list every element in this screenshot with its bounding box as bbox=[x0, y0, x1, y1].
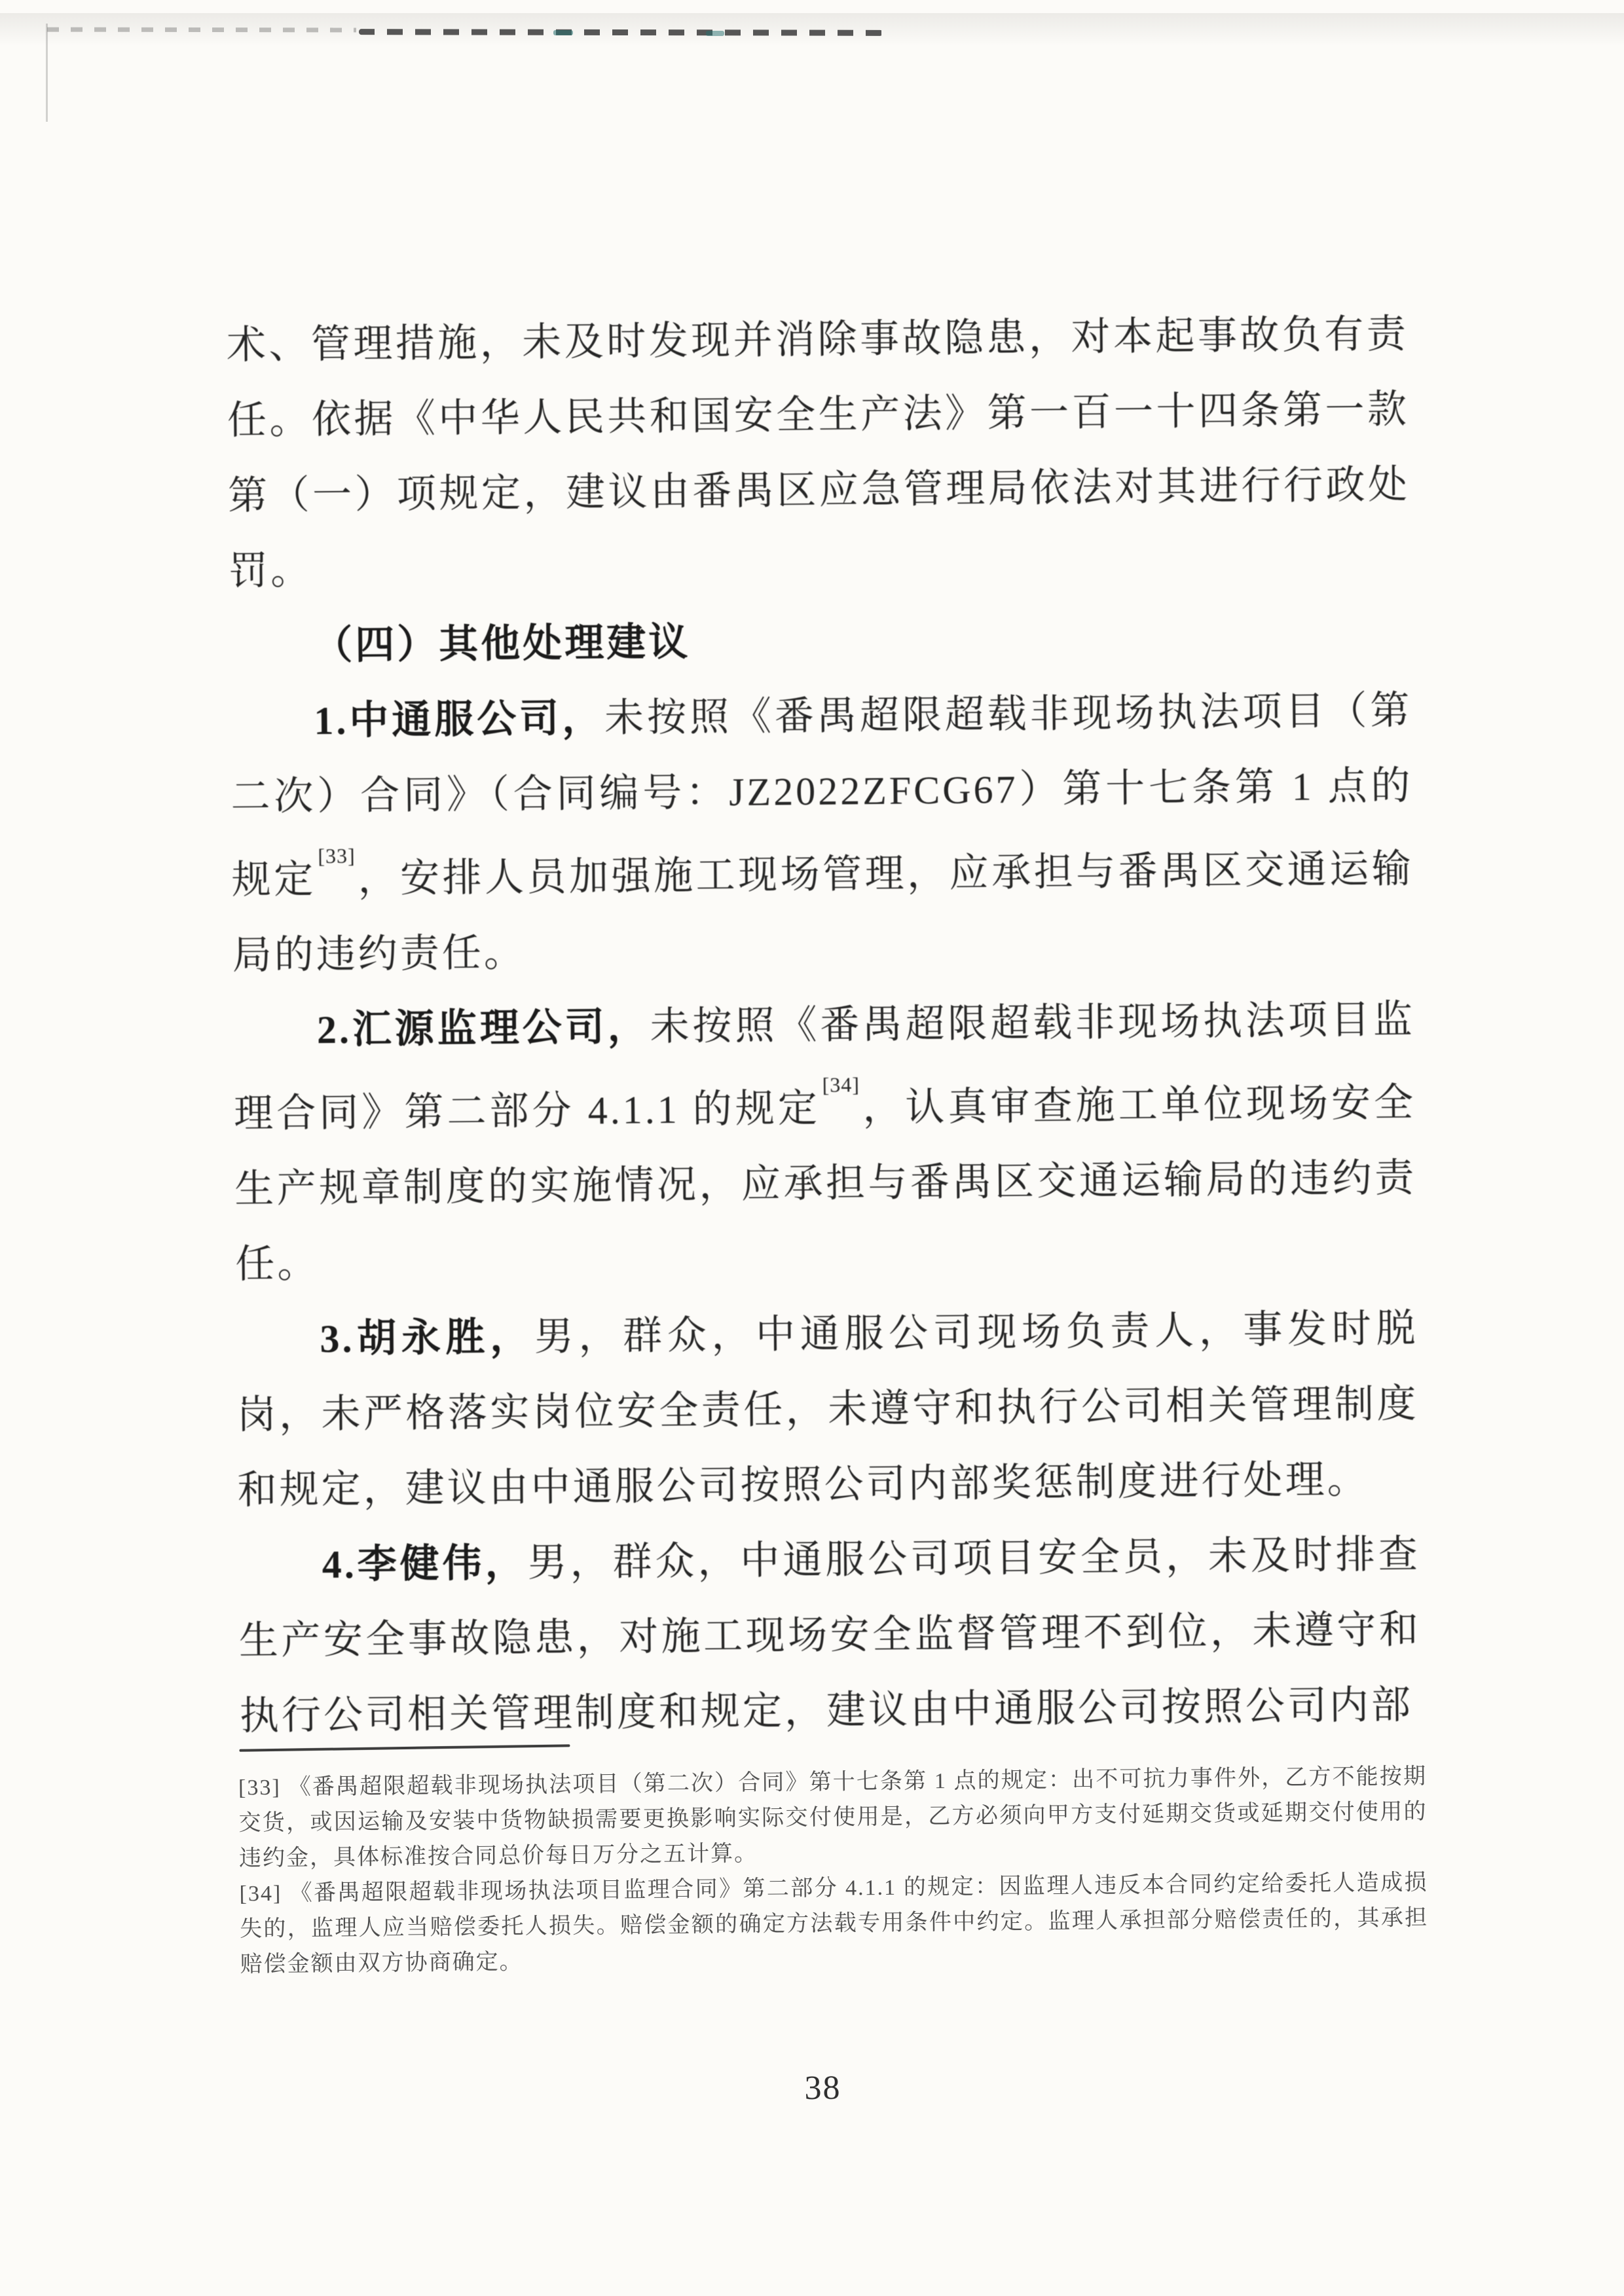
recommendation-item-4 bbox=[238, 1517, 1422, 1754]
item-lead: 1.中通服公司， bbox=[314, 697, 605, 743]
item-text: 男，群众，中通服公司项目安全员，未及时排查生产安全事故隐患，对施工现场安全监督管理不到位，未遵守和执行公司相关管理制度和规定，建议由中通服公司按照公司内部 bbox=[238, 1533, 1422, 1738]
page-number: 38 bbox=[804, 2069, 841, 2107]
item-lead: 4.李健伟， bbox=[322, 1541, 528, 1587]
item-text: ，安排人员加强施工现场管理，应承担与番禺区交通运输局的违约责任。 bbox=[232, 847, 1414, 977]
item-lead: 3.胡永胜， bbox=[320, 1315, 535, 1361]
section-heading: （四）其他处理建议 bbox=[312, 620, 691, 668]
recommendation-item-1 bbox=[230, 673, 1414, 993]
footnote-33 bbox=[238, 1759, 1428, 1876]
footnote-marker: [34] bbox=[239, 1881, 282, 1906]
item-text: 未按照《番禺超限超载非现场执法项目监理合同》第二部分 4.1.1 的规定 bbox=[233, 998, 1416, 1136]
item-text: 未按照《番禺超限超载非现场执法项目（第二次）合同》（合同编号：JZ2022ZFCG67）第十七条第 1 点的规定 bbox=[231, 689, 1413, 902]
footnote-text: 《番禺超限超载非现场执法项目（第二次）合同》第十七条第 1 点的规定：出不可抗力事件外，乙方不能按期交货，或因运输及安装中货物缺损需要更换影响实际交付使用是，乙方必须向甲方支付延期交货或延期交付使用的违约金，具体标准按合同总价每日万分之五计算。 bbox=[238, 1764, 1428, 1871]
item-text: ，认真审查施工单位现场安全生产规章制度的实施情况，应承担与番禺区交通运输局的违约责任。 bbox=[234, 1081, 1417, 1286]
recommendation-item-2 bbox=[232, 982, 1417, 1302]
item-lead: 2.汇源监理公司， bbox=[316, 1005, 650, 1052]
footnote-marker: [33] bbox=[238, 1775, 281, 1800]
document-body bbox=[226, 297, 1422, 1754]
footnote-area bbox=[238, 1737, 1428, 1982]
recommendation-item-3 bbox=[236, 1291, 1420, 1528]
footnote-text: 《番禺超限超载非现场执法项目监理合同》第二部分 4.1.1 的规定：因监理人违反本合同约定给委托人造成损失的，监理人应当赔偿委托人损失。赔偿金额的确定方法载专用条件中约定。监理人承担部分赔偿责任的，其承担赔偿金额由双方协商确定。 bbox=[239, 1870, 1429, 1977]
footnote-34 bbox=[239, 1865, 1428, 1982]
item-text: 男，群众，中通服公司现场负责人，事发时脱岗，未严格落实岗位安全责任，未遵守和执行公司相关管理制度和规定，建议由中通服公司按照公司内部奖惩制度进行处理。 bbox=[236, 1307, 1419, 1512]
footnote-ref-33: [33] bbox=[318, 843, 356, 868]
continuation-paragraph: 术、管理措施，未及时发现并消除事故隐患，对本起事故负有责任。依据《中华人民共和国安全生产法》第一百一十四条第一款第（一）项规定，建议由番禺区应急管理局依法对其进行行政处罚。 bbox=[226, 312, 1411, 593]
footnote-ref-34: [34] bbox=[822, 1072, 860, 1097]
